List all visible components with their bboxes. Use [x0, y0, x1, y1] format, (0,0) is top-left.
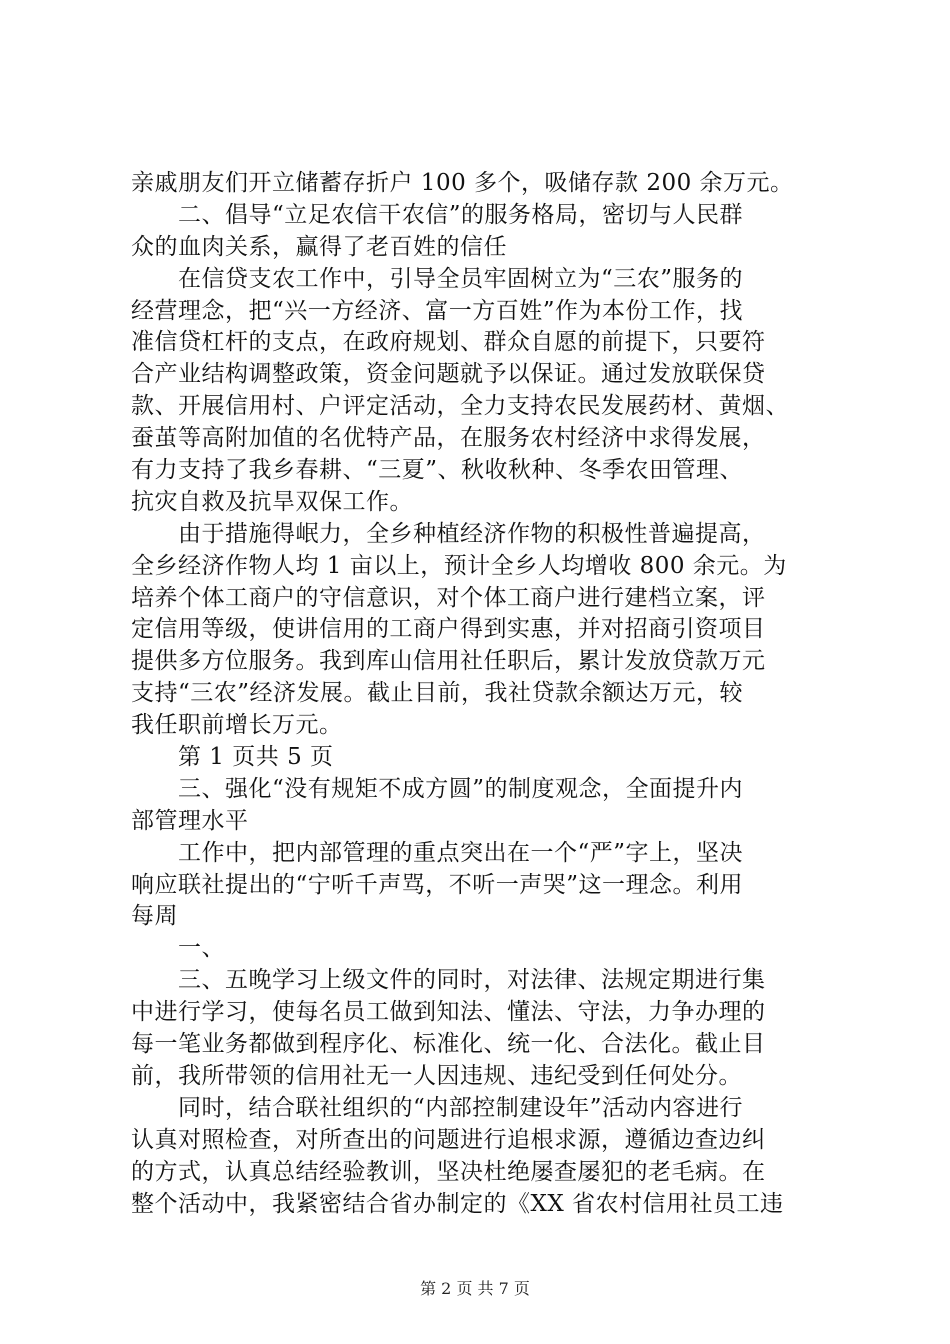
text-line: 准信贷杠杆的支点，在政府规划、群众自愿的前提下，只要符 [131, 329, 766, 356]
text-line: 经营理念，把“兴一方经济、富一方百姓”作为本份工作，找 [131, 297, 744, 324]
text-line: 的方式，认真总结经验教训，坚决杜绝屡查屡犯的老毛病。在 [131, 1158, 766, 1185]
text-line: 培养个体工商户的守信意识，对个体工商户进行建档立案，评 [131, 584, 766, 611]
text-line: 一、 [178, 935, 225, 962]
text-line: 三、五晚学习上级文件的同时，对法律、法规定期进行集 [178, 967, 766, 994]
text-line: 全乡经济作物人均 1 亩以上，预计全乡人均增收 800 余元。为 [131, 552, 787, 579]
text-line: 在信贷支农工作中，引导全员牢固树立为“三农”服务的 [178, 265, 744, 292]
text-line: 每周 [131, 903, 178, 930]
text-line: 中进行学习，使每名员工做到知法、懂法、守法，力争办理的 [131, 999, 766, 1026]
text-line: 支持“三农”经济发展。截止目前，我社贷款余额达万元，较 [131, 680, 744, 707]
document-body [131, 168, 831, 1220]
text-line: 认真对照检查，对所查出的问题进行追根求源，遵循边查边纠 [131, 1126, 766, 1153]
text-line: 整个活动中，我紧密结合省办制定的《XX 省农村信用社员工违 [131, 1190, 784, 1217]
text-line: 工作中，把内部管理的重点突出在一个“严”字上，坚决 [178, 839, 744, 866]
text-line: 前，我所带领的信用社无一人因违规、违纪受到任何处分。 [131, 1062, 742, 1089]
text-line: 提供多方位服务。我到库山信用社任职后，累计发放贷款万元 [131, 648, 766, 675]
text-line: 每一笔业务都做到程序化、标准化、统一化、合法化。截止目 [131, 1031, 766, 1058]
text-line: 款、开展信用村、户评定活动，全力支持农民发展药材、黄烟、 [131, 393, 789, 420]
text-line: 蚕茧等高附加值的名优特产品，在服务农村经济中求得发展， [131, 425, 766, 452]
text-line: 响应联社提出的“宁听千声骂，不听一声哭”这一理念。利用 [131, 871, 744, 898]
text-line: 二、倡导“立足农信干农信”的服务格局，密切与人民群 [178, 201, 744, 228]
text-line: 亲戚朋友们开立储蓄存折户 100 多个，吸储存款 200 余万元。 [131, 170, 794, 196]
page-footer: 第 2 页 共 7 页 [420, 1279, 530, 1298]
text-line: 合产业结构调整政策，资金问题就予以保证。通过发放联保贷 [131, 361, 766, 388]
text-line: 三、强化“没有规矩不成方圆”的制度观念，全面提升内 [178, 775, 744, 802]
text-line: 众的血肉关系，赢得了老百姓的信任 [131, 233, 507, 260]
text-line: 抗灾自救及抗旱双保工作。 [131, 488, 413, 515]
text-line: 同时，结合联社组织的“内部控制建设年”活动内容进行 [178, 1094, 744, 1121]
text-line: 部管理水平 [131, 807, 249, 834]
text-line: 由于措施得岷力，全乡种植经济作物的积极性普遍提高， [178, 520, 766, 547]
text-line: 有力支持了我乡春耕、“三夏”、秋收秋种、冬季农田管理、 [131, 457, 744, 484]
text-line: 我任职前增长万元。 [131, 712, 343, 739]
text-line: 定信用等级，使讲信用的工商户得到实惠，并对招商引资项目 [131, 616, 766, 643]
text-line: 第 1 页共 5 页 [178, 744, 334, 771]
